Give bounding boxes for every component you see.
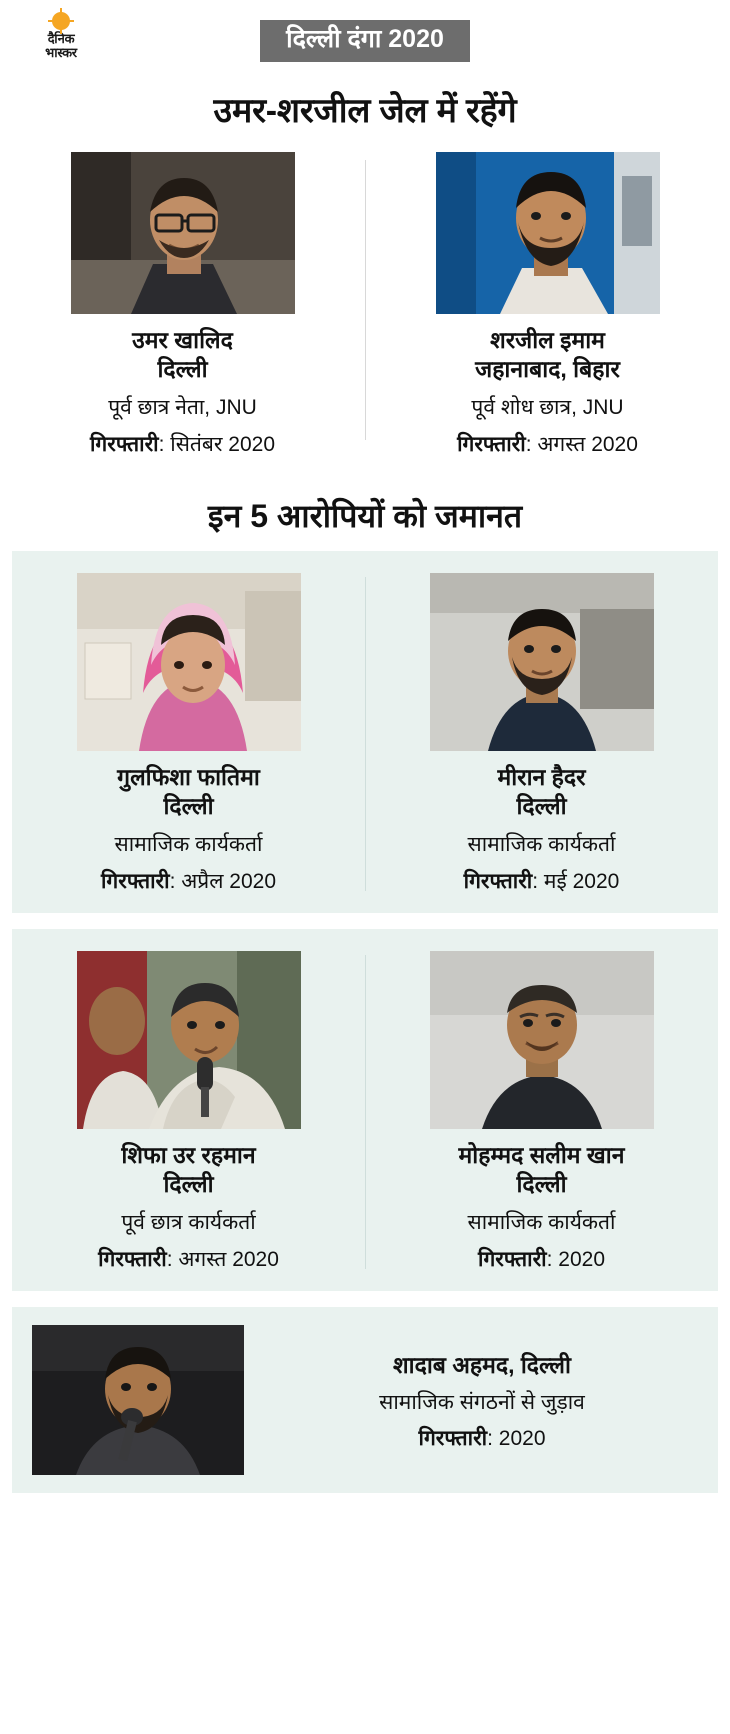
- portrait-gulfisha-fatima: [77, 573, 301, 751]
- person-name: मीरान हैदर: [497, 764, 586, 791]
- person-name: शिफा उर रहमान: [121, 1142, 256, 1169]
- person-arrest: [266, 1424, 698, 1452]
- arrest-value: : अगस्त 2020: [166, 1247, 279, 1271]
- page-title: उमर-शरजील जेल में रहेंगे: [213, 92, 517, 130]
- page-header: [0, 0, 730, 68]
- arrest-label: गिरफ्तारी: [100, 869, 170, 893]
- person-arrest: [90, 431, 275, 458]
- person-arrest: [457, 431, 638, 458]
- person-name: मोहम्मद सलीम खान: [458, 1142, 625, 1169]
- person-role: सामाजिक कार्यकर्ता: [467, 1210, 616, 1234]
- bailed-panel: [12, 551, 718, 913]
- person-city: दिल्ली: [157, 355, 208, 382]
- person-card: [0, 152, 365, 458]
- bailed-panel-2: [12, 929, 718, 1291]
- arrest-label: गिरफ्तारी: [418, 1427, 488, 1451]
- arrest-label: गिरफ्तारी: [457, 432, 526, 456]
- portrait-meeran-haider: [430, 573, 654, 751]
- person-name: शादाब अहमद, दिल्ली: [393, 1352, 571, 1379]
- person-city: जहानाबाद, बिहार: [475, 355, 620, 382]
- arrest-label: गिरफ्तारी: [89, 432, 159, 456]
- person-city: दिल्ली: [516, 792, 567, 819]
- person-name: गुलफिशा फातिमा: [117, 764, 260, 791]
- portrait-sharjeel-imam: [436, 152, 660, 314]
- bottom-spacer: [0, 1493, 730, 1519]
- arrest-value: : सितंबर 2020: [158, 432, 275, 456]
- person-arrest: [98, 1246, 279, 1273]
- person-role: सामाजिक संगठनों से जुड़ाव: [379, 1391, 585, 1415]
- arrest-label: गिरफ्तारी: [98, 1247, 167, 1271]
- person-role: पूर्व छात्र कार्यकर्ता: [121, 1210, 256, 1234]
- person-city: दिल्ली: [516, 1170, 567, 1197]
- person-role: सामाजिक कार्यकर्ता: [467, 832, 616, 856]
- bailed-row: [12, 573, 718, 895]
- portrait-shifa-ur-rehman: [77, 951, 301, 1129]
- arrest-value: : 2020: [546, 1247, 605, 1271]
- person-card: [12, 573, 365, 895]
- brand-logo: [22, 8, 100, 64]
- person-city: दिल्ली: [163, 1170, 214, 1197]
- person-role: पूर्व छात्र नेता, JNU: [108, 395, 257, 419]
- person-role: सामाजिक कार्यकर्ता: [114, 832, 263, 856]
- arrest-value: : अप्रैल 2020: [169, 869, 277, 893]
- arrest-label: गिरफ्तारी: [478, 1247, 547, 1271]
- topic-badge: दिल्ली दंगा 2020: [260, 20, 470, 62]
- person-city: दिल्ली: [163, 792, 214, 819]
- jailed-grid: [0, 152, 730, 458]
- person-card: [365, 573, 718, 895]
- person-card-wide: [12, 1307, 718, 1493]
- arrest-label: गिरफ्तारी: [463, 869, 533, 893]
- person-role: पूर्व शोध छात्र, JNU: [471, 395, 624, 419]
- brand-name-line2: भास्कर: [45, 45, 77, 60]
- bailed-row: [12, 951, 718, 1273]
- person-card: [12, 951, 365, 1273]
- panel-divider: [0, 913, 730, 929]
- arrest-value: : मई 2020: [532, 869, 620, 893]
- person-arrest: [478, 1246, 605, 1273]
- portrait-mohammad-saleem-khan: [430, 951, 654, 1129]
- person-arrest: [464, 868, 620, 895]
- sun-icon: [52, 12, 70, 30]
- portrait-shadab-ahmad: [32, 1325, 244, 1475]
- person-card: [365, 951, 718, 1273]
- portrait-umar-khalid: [71, 152, 295, 314]
- section-title: इन 5 आरोपियों को जमानत: [207, 498, 523, 535]
- brand-name-line1: दैनिक: [47, 31, 75, 46]
- person-name: शरजील इमाम: [490, 327, 605, 353]
- person-card: [365, 152, 730, 458]
- person-info: [266, 1348, 698, 1452]
- person-arrest: [101, 868, 276, 895]
- header-tag-wrap: [0, 10, 730, 62]
- arrest-value: : अगस्त 2020: [525, 432, 638, 456]
- arrest-value: : 2020: [487, 1427, 546, 1451]
- person-name: उमर खालिद: [132, 327, 233, 353]
